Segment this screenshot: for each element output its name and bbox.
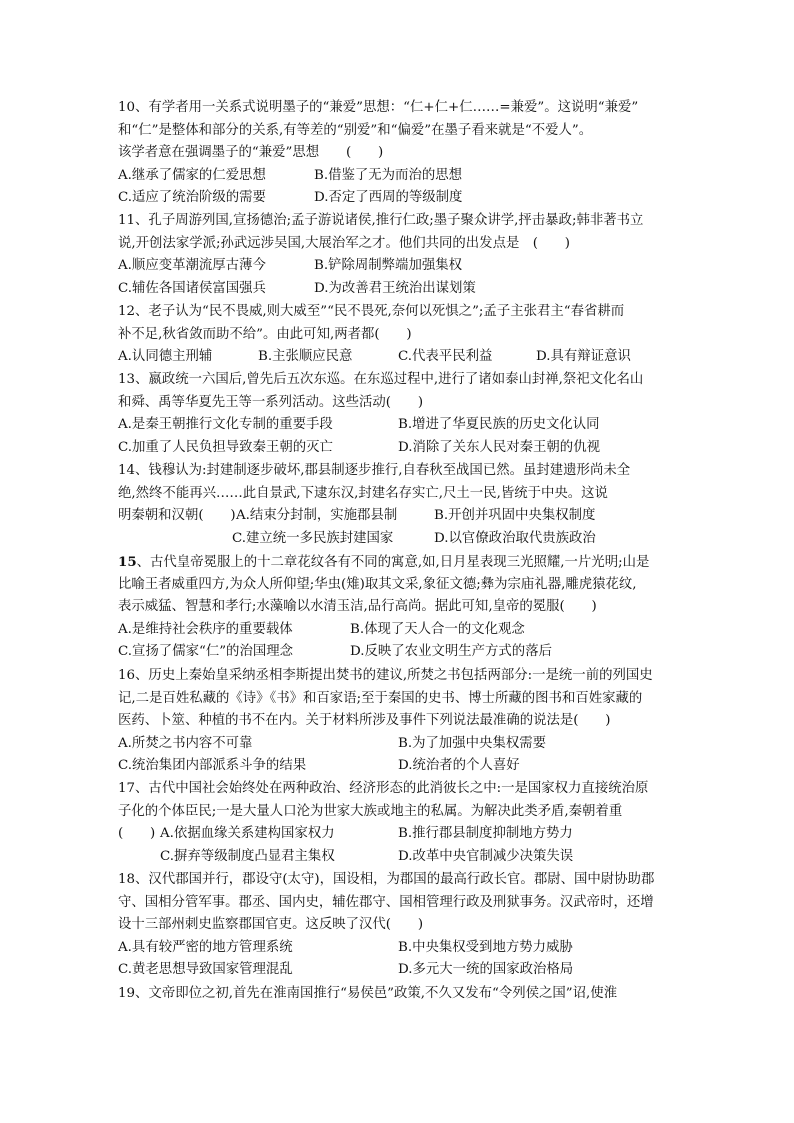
option-d[interactable]: D.以官僚政治取代贵族政治 bbox=[434, 530, 596, 546]
question-13 bbox=[118, 369, 678, 459]
option-a[interactable]: A.是维持社会秩序的重要载体 bbox=[118, 621, 293, 637]
question-19 bbox=[118, 983, 678, 1006]
option-row bbox=[118, 165, 678, 188]
option-c[interactable]: C.加重了人民负担导致秦王朝的灭亡 bbox=[118, 439, 333, 455]
option-d[interactable]: D.为改善君王统治出谋划策 bbox=[314, 280, 476, 296]
option-row bbox=[118, 846, 678, 869]
question-text-line: 说,开创法家学派;孙武远涉吴国,大展治军之才。他们共同的出发点是 ( ) bbox=[118, 235, 570, 251]
option-b[interactable]: B.铲除周制弊端加强集权 bbox=[314, 258, 463, 274]
option-d[interactable]: D.改革中央官制减少决策失误 bbox=[398, 848, 574, 864]
option-d[interactable]: D.统治者的个人喜好 bbox=[398, 758, 520, 774]
question-text-line: 设十三部州刺史监察郡国官吏。这反映了汉代( ) bbox=[118, 917, 424, 933]
answer-blank[interactable]: ( ) bbox=[118, 826, 156, 842]
question-text: 、古代皇帝冕服上的十二章花纹各有不同的寓意,如,日月星表现三光照耀,一片光明;山是 bbox=[136, 555, 650, 570]
option-row bbox=[118, 414, 678, 437]
option-row bbox=[118, 959, 678, 982]
option-row bbox=[118, 755, 678, 778]
option-d[interactable]: D.具有辩证意识 bbox=[536, 349, 631, 365]
question-text-line: 17、古代中国社会始终处在两种政治、经济形态的此消彼长之中:一是国家权力直接统治原 bbox=[118, 781, 649, 796]
option-c[interactable]: C.黄老思想导致国家管理混乱 bbox=[118, 962, 293, 978]
option-a[interactable]: A.是秦王朝推行文化专制的重要手段 bbox=[118, 417, 333, 433]
option-a[interactable]: A.所焚之书内容不可靠 bbox=[118, 735, 253, 751]
question-number: 15 bbox=[118, 554, 137, 570]
question-text-line: 记,二是百姓私藏的《诗》《书》和百家语;至于秦国的史书、博士所藏的图书和百姓家藏的 bbox=[118, 690, 643, 706]
question-text-line: 19、文帝即位之初,首先在淮南国推行“易侯邑”政策,不久又发布“令列侯之国”诏,使淮 bbox=[118, 986, 618, 1001]
question-text-line: 11、孔子周游列国,宣扬德治;孟子游说诸侯,推行仁政;墨子聚众讲学,抨击暴政;韩非著书立 bbox=[118, 213, 644, 228]
option-c[interactable]: C.摒弃等级制度凸显君主集权 bbox=[160, 848, 335, 864]
option-c[interactable]: C.辅佐各国诸侯富国强兵 bbox=[118, 280, 266, 296]
question-text-line: 补不足,秋省敛而助不给”。由此可知,两者都( ) bbox=[118, 326, 412, 342]
option-row bbox=[118, 641, 678, 664]
option-row bbox=[118, 823, 678, 846]
option-b[interactable]: B.体现了天人合一的文化观念 bbox=[350, 621, 525, 637]
option-b[interactable]: B.主张顺应民意 bbox=[258, 349, 353, 365]
option-row bbox=[118, 937, 678, 960]
option-row bbox=[118, 733, 678, 756]
question-text-line: 绝,然终不能再兴……此自景武,下逮东汉,封建名存实亡,尺土一民,皆统于中央。这说 bbox=[118, 485, 608, 501]
question-text-line: 和“仁”是整体和部分的关系,有等差的“别爱”和“偏爱”在墨子看来就是“不爱人”。 bbox=[118, 122, 593, 138]
question-text-line: 18、汉代郡国并行，郡设守(太守)，国设相，为郡国的最高行政长官。郡尉、国中尉协助郡 bbox=[118, 872, 655, 887]
option-b[interactable]: B.中央集权受到地方势力威胁 bbox=[398, 939, 573, 955]
option-c[interactable]: C.统治集团内部派系斗争的结果 bbox=[118, 758, 307, 774]
option-d[interactable]: D.否定了西周的等级制度 bbox=[314, 190, 463, 206]
option-row bbox=[118, 278, 678, 301]
question-text-line: 和舜、禹等华夏先王等一系列活动。这些活动( ) bbox=[118, 394, 424, 410]
option-row bbox=[118, 528, 678, 551]
option-row bbox=[118, 346, 678, 369]
option-c[interactable]: C.建立统一多民族封建国家 bbox=[232, 530, 394, 546]
question-text-line: 比喻王者威重四方,为众人所仰望;华虫(雉)取其文采,象征文德;彝为宗庙礼器,雕虎猿花纹, bbox=[118, 576, 637, 592]
question-text-tail: 明秦朝和汉朝( ) bbox=[118, 508, 236, 524]
option-a[interactable]: A.继承了儒家的仁爱思想 bbox=[118, 167, 266, 183]
question-14 bbox=[118, 460, 678, 550]
question-text-line: 14、钱穆认为:封建制逐步破坏,郡县制逐步推行,自春秋至战国已然。虽封建遗形尚未全 bbox=[118, 463, 631, 478]
question-text-line bbox=[118, 551, 678, 574]
option-a[interactable]: A.具有较严密的地方管理系统 bbox=[118, 939, 293, 955]
question-text-line: 13、嬴政统一六国后,曾先后五次东巡。在东巡过程中,进行了诸如泰山封禅,祭祀文化名山 bbox=[118, 372, 644, 387]
option-b[interactable]: B.借鉴了无为而治的思想 bbox=[314, 167, 463, 183]
question-text-line: 表示威猛、智慧和孝行;水藻喻以水清玉洁,品行高尚。据此可知,皇帝的冕服( ) bbox=[118, 599, 597, 615]
option-c[interactable]: C.代表平民利益 bbox=[398, 349, 493, 365]
question-text-line: 10、有学者用一关系式说明墨子的“兼爱”思想：“仁+仁+仁……=兼爱”。这说明“兼爱” bbox=[118, 100, 639, 115]
option-row bbox=[118, 437, 678, 460]
option-a[interactable]: A.认同德主刑辅 bbox=[118, 349, 213, 365]
option-a[interactable]: A.依据血缘关系建构国家权力 bbox=[160, 826, 335, 842]
question-15 bbox=[118, 551, 678, 664]
option-c[interactable]: C.宣扬了儒家“仁”的治国理念 bbox=[118, 644, 294, 660]
option-row bbox=[118, 187, 678, 210]
option-a[interactable]: A.顺应变革潮流厚古薄今 bbox=[118, 258, 266, 274]
question-text-line: 12、老子认为“民不畏威,则大威至”“民不畏死,奈何以死惧之”;孟子主张君主“春省耕而 bbox=[118, 304, 625, 319]
question-text-line: 子化的个体臣民;一是大量人口沦为世家大族或地主的私属。为解决此类矛盾,秦朝着重 bbox=[118, 803, 623, 819]
question-text-line: 守、国相分管军事。郡丞、国内史，辅佐郡守、国相管理行政及刑狱事务。汉武帝时，还增 bbox=[118, 894, 654, 910]
question-text-line: 医药、卜筮、种植的书不在内。关于材料所涉及事件下列说法最准确的说法是( ) bbox=[118, 713, 611, 729]
option-d[interactable]: D.反映了农业文明生产方式的落后 bbox=[350, 644, 552, 660]
option-d[interactable]: D.多元大一统的国家政治格局 bbox=[398, 962, 574, 978]
question-10 bbox=[118, 97, 678, 210]
option-b[interactable]: B.为了加强中央集权需要 bbox=[398, 735, 547, 751]
option-row bbox=[118, 505, 678, 528]
question-text-line: 16、历史上秦始皇采纳丞相李斯提出焚书的建议,所焚之书包括两部分:一是统一前的列国史 bbox=[118, 668, 653, 683]
option-d[interactable]: D.消除了关东人民对秦王朝的仇视 bbox=[398, 439, 600, 455]
question-17 bbox=[118, 778, 678, 868]
option-row bbox=[118, 619, 678, 642]
question-11 bbox=[118, 210, 678, 300]
option-b[interactable]: B.增进了华夏民族的历史文化认同 bbox=[398, 417, 600, 433]
question-text-line: 该学者意在强调墨子的“兼爱”思想 ( ) bbox=[118, 145, 384, 161]
option-c[interactable]: C.适应了统治阶级的需要 bbox=[118, 190, 266, 206]
option-row bbox=[118, 255, 678, 278]
option-b[interactable]: B.推行郡县制度抑制地方势力 bbox=[398, 826, 573, 842]
question-12 bbox=[118, 301, 678, 369]
question-18 bbox=[118, 869, 678, 982]
question-16 bbox=[118, 665, 678, 778]
option-a[interactable]: A.结束分封制，实施郡县制 bbox=[236, 508, 398, 524]
option-b[interactable]: B.开创并巩固中央集权制度 bbox=[434, 508, 596, 524]
